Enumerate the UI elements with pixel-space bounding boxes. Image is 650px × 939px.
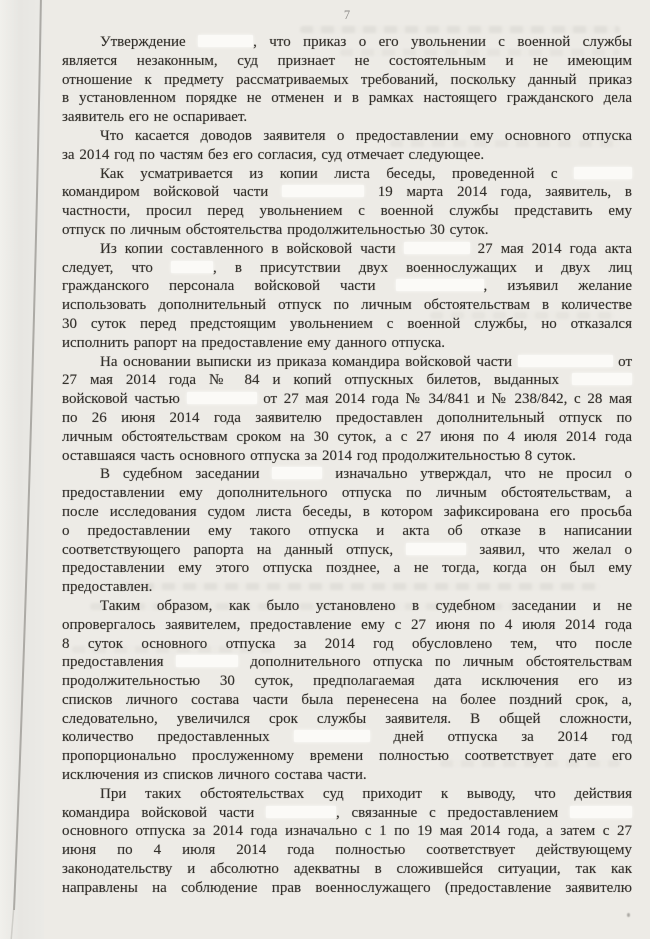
text-line: Таким образом, как было установлено в судебном заседании и не	[100, 597, 632, 614]
paragraph	[62, 465, 632, 597]
paragraph	[62, 165, 632, 240]
text-line: отношение к предмету рассматриваемых требований, поскольку данный приказ	[62, 71, 632, 88]
text-line: соответствующего рапорта на данный отпуск, заявил, что желал о	[62, 541, 632, 558]
text-line: опровергалось заявителем, предоставление ему с 27 июня по 4 июля 2014 года	[62, 616, 632, 633]
redaction-box	[570, 806, 632, 818]
redaction-box	[294, 730, 370, 742]
text-line: 8 суток основного отпуска за 2014 год обусловлено тем, что после	[62, 635, 632, 652]
text-line: командиром войсковой части 19 марта 2014 года, заявитель, в	[62, 184, 632, 201]
paragraph	[62, 597, 632, 785]
redaction-box	[574, 167, 632, 179]
redaction-box	[176, 655, 238, 667]
redaction-box	[404, 242, 470, 254]
redaction-box	[187, 392, 257, 404]
text-line: войсковой частью от 27 мая 2014 года № 34/841 и № 238/842, с 28 мая	[62, 391, 632, 408]
scan-speck	[627, 913, 630, 917]
redaction-box	[171, 261, 213, 273]
bleed-through-artifact	[300, 26, 620, 33]
redaction-box	[282, 185, 364, 197]
text-line: следует, что , в присутствии двух военнослужащих и двух лиц	[62, 259, 632, 276]
text-line: предоставлении ему дополнительного отпуска по личным обстоятельствам, а	[62, 485, 632, 502]
text-line: количество предоставленных дней отпуска за 2014 год	[62, 729, 632, 746]
text-line: оставшаяся часть основного отпуска за 2014 год продолжительностью 8 суток.	[62, 447, 576, 464]
text-line: июня по 4 июля 2014 года полностью соответствует действующему	[62, 842, 632, 859]
redaction-box	[572, 373, 632, 385]
document-text	[62, 33, 632, 898]
paragraph	[62, 33, 632, 127]
text-line: основного отпуска за 2014 года изначально с 1 по 19 мая 2014 года, а затем с 27	[62, 823, 632, 840]
text-line: продолжительностью 30 суток, предполагаемая дата исключения его из	[62, 673, 632, 690]
page-number: 7	[343, 8, 351, 22]
text-line: следовательно, увеличился срок службы заявителя. В общей сложности,	[62, 710, 632, 727]
text-line: о предоставлении ему такого отпуска и акта об отказе в написании	[62, 522, 632, 539]
text-line: Что касается доводов заявителя о предоставлении ему основного отпуска	[100, 127, 632, 144]
paragraph	[62, 240, 632, 353]
text-line: исключения из списков личного состава части.	[62, 767, 367, 784]
redaction-box	[272, 467, 322, 479]
text-line: гражданского персонала войсковой части , изъявил желание	[62, 278, 632, 295]
text-line: предоставлен.	[62, 579, 153, 596]
text-line: командира войсковой части , связанные с предоставлением	[62, 804, 632, 823]
text-line: личным обстоятельствам сроком на 30 суток, а с 27 июня по 4 июля 2014 года	[62, 428, 632, 445]
text-line: по 26 июня 2014 года заявителю предоставлен дополнительный отпуск по	[62, 409, 632, 426]
redaction-box	[518, 355, 613, 367]
redaction-box	[406, 543, 466, 555]
text-line: предоставлении ему этого отпуска позднее, а не тогда, когда он был ему	[62, 560, 632, 577]
text-line: законодательству и абсолютно адекватны в сложившейся ситуации, так как	[62, 861, 632, 878]
paragraph	[62, 785, 632, 898]
text-line: предоставления дополнительного отпуска по личным обстоятельствам	[62, 654, 632, 671]
text-line: списков личного состава части была перенесена на более поздний срок, а,	[62, 691, 632, 708]
redaction-box	[396, 279, 484, 291]
redaction-box	[266, 806, 336, 818]
text-line: в установленном порядке не отменен и в рамках настоящего гражданского дела	[62, 90, 632, 107]
text-line: использовать дополнительный отпуск по личным обстоятельствам в количестве	[62, 297, 632, 314]
text-line: Как усматривается из копии листа беседы, проведенной с	[62, 165, 632, 184]
text-line: В судебном заседании изначально утверждал, что не просил о	[100, 466, 632, 483]
text-line: На основании выписки из приказа командира войсковой части от	[100, 353, 632, 370]
text-line: частности, просил перед увольнением с военной службы представить ему	[62, 203, 632, 220]
text-line: исполнить рапорт на предоставление ему данного отпуска.	[62, 334, 446, 351]
text-line: При таких обстоятельствах суд приходит к выводу, что действия	[100, 785, 632, 802]
text-line: 27 мая 2014 года № 84 и копий отпускных билетов, выданных	[62, 371, 632, 390]
text-line: за 2014 год по частям без его согласия, суд отмечает следующее.	[62, 146, 485, 163]
text-line: отпуск по личным обстоятельства продолжительностью 30 суток.	[62, 221, 489, 238]
text-line: является незаконным, суд признает не состоятельным и не имеющим	[62, 52, 632, 69]
redaction-box	[198, 35, 253, 47]
text-line: заявитель его не оспаривает.	[62, 109, 248, 126]
text-line: пропорционально прослуженному времени полностью соответствует дате его	[62, 748, 632, 765]
text-line: Утверждение , что приказ о его увольнении с военной службы	[100, 34, 633, 50]
text-line: 30 суток перед предстоящим увольнением с военной службы, но отказался	[62, 315, 632, 332]
paragraph	[62, 127, 632, 165]
paragraph	[62, 353, 632, 466]
text-line: после исследования судом листа беседы, в котором зафиксирована его просьба	[62, 503, 632, 520]
text-line: Из копии составленного в войсковой части 27 мая 2014 года акта	[100, 240, 632, 257]
text-line: направлены на соблюдение прав военнослужащего (предоставление заявителю	[62, 879, 632, 896]
